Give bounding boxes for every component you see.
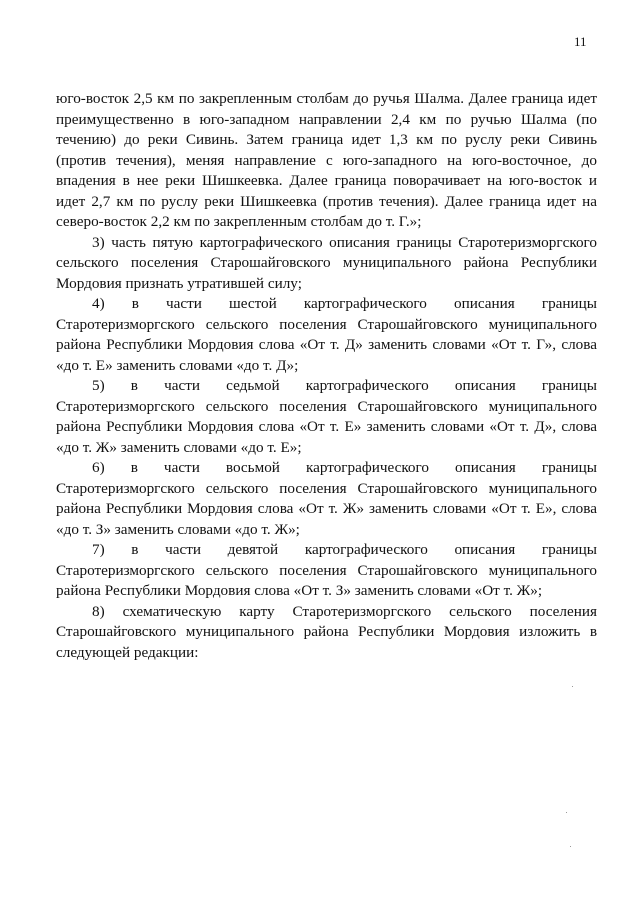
paragraph-item-6: 6) в части восьмой картографического описания границы Старотеризморгского сельского поселения Старошайговского муниципального района Республики Мордовия слова «От т. Ж» заменить словами «От т. Е», слова «до т. З» заменить словами «до т. Ж»; [56,459,597,538]
page-number: 11 [574,34,587,49]
paragraph-item-7: 7) в части девятой картографического описания границы Старотеризморгского сельского поселения Старошайговского муниципального района Республики Мордовия слова «От т. З» заменить словами «От т. Ж»; [56,541,597,599]
document-body [56,89,597,663]
scan-speck [566,812,567,813]
scan-speck [572,686,573,687]
scan-speck [570,846,571,847]
paragraph-boundary-description: юго-восток 2,5 км по закрепленным столбам до ручья Шалма. Далее граница идет преимущественно в юго-западном направлении 2,4 км по ручью Шалма (по течению) до реки Сивинь. Затем граница идет 1,3 км по руслу реки Сивинь (против течения), меняя направление с юго-западного на юго-восточное, до впадения в нее реки Шишкеевка. Далее граница поворачивает на юго-восток и идет 2,7 км по руслу реки Шишкеевка (против течения). Далее граница идет на северо-восток 2,2 км по закрепленным столбам до т. Г.»; [56,90,597,230]
paragraph-item-3: 3) часть пятую картографического описания границы Старотеризморгского сельского поселения Старошайговского муниципального района Республики Мордовия признать утратившей силу; [56,233,597,292]
paragraph-item-5: 5) в части седьмой картографического описания границы Старотеризморгского сельского поселения Старошайговского муниципального района Республики Мордовия слова «От т. Е» заменить словами «От т. Д», слова «до т. Ж» заменить словами «до т. Е»; [56,377,597,456]
paragraph-item-8: 8) схематическую карту Старотеризморгского сельского поселения Старошайговского муниципального района Республики Мордовия изложить в следующей редакции: [56,602,597,661]
paragraph-item-4: 4) в части шестой картографического описания границы Старотеризморгского сельского поселения Старошайговского муниципального района Республики Мордовия слова «От т. Д» заменить словами «От т. Г», слова «до т. Е» заменить словами «до т. Д»; [56,295,597,374]
